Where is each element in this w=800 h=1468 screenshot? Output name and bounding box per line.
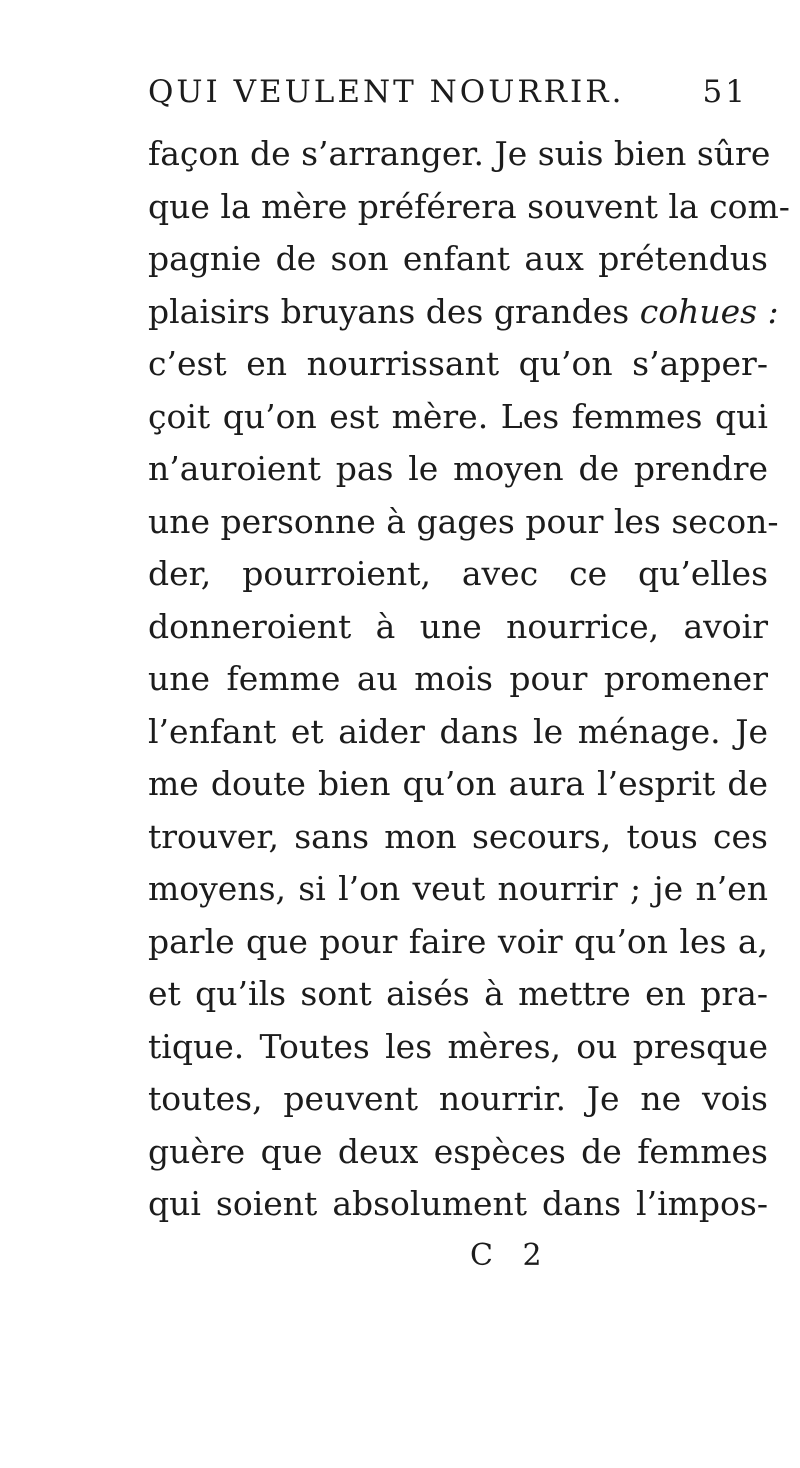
running-head-title: QUI VEULENT NOURRIR. — [148, 74, 625, 110]
text-line-5: c’est en nourrissant qu’on s’apper- — [148, 344, 768, 383]
italic-phrase: cohues : — [639, 291, 779, 331]
page-number: 51 — [702, 74, 748, 110]
text-line-12: l’enfant et aider dans le ménage. Je — [148, 711, 768, 751]
text-line-17: et qu’ils sont aisés à mettre en pra- — [148, 974, 768, 1013]
text-line-1: façon de s’arranger. Je suis bien sûre — [148, 134, 771, 173]
text-line-3: pagnie de son enfant aux prétendus — [148, 239, 768, 278]
text-line-2: que la mère préférera souvent la com- — [148, 186, 790, 226]
text-line-6: çoit qu’on est mère. Les femmes qui — [148, 396, 768, 436]
text-line-7: n’auroient pas le moyen de prendre — [148, 449, 768, 488]
running-head — [148, 74, 748, 114]
text-line-21: qui soient absolument dans l’impos- — [148, 1184, 768, 1223]
text-line-10: donneroient à une nourrice, avoir — [148, 606, 768, 646]
text-line-13: me doute bien qu’on aura l’esprit de — [148, 764, 768, 803]
text-line-4-roman: plaisirs bruyans des grandes — [148, 291, 630, 331]
text-line-20: guère que deux espèces de femmes — [148, 1131, 768, 1171]
text-line-4 — [148, 286, 779, 339]
text-line-14: trouver, sans mon secours, tous ces — [148, 816, 768, 856]
text-line-16: parle que pour faire voir qu’on les a, — [148, 921, 768, 961]
signature-mark: C 2 — [470, 1238, 552, 1273]
text-line-9: der, pourroient, avec ce qu’elles — [148, 554, 768, 593]
body-text — [148, 128, 790, 1231]
text-line-15: moyens, si l’on veut nourrir ; je n’en — [148, 869, 768, 908]
text-line-11: une femme au mois pour promener — [148, 659, 768, 698]
text-line-8: une personne à gages pour les secon- — [148, 501, 779, 541]
text-line-18: tique. Toutes les mères, ou presque — [148, 1026, 768, 1066]
text-line-19: toutes, peuvent nourrir. Je ne vois — [148, 1079, 768, 1118]
